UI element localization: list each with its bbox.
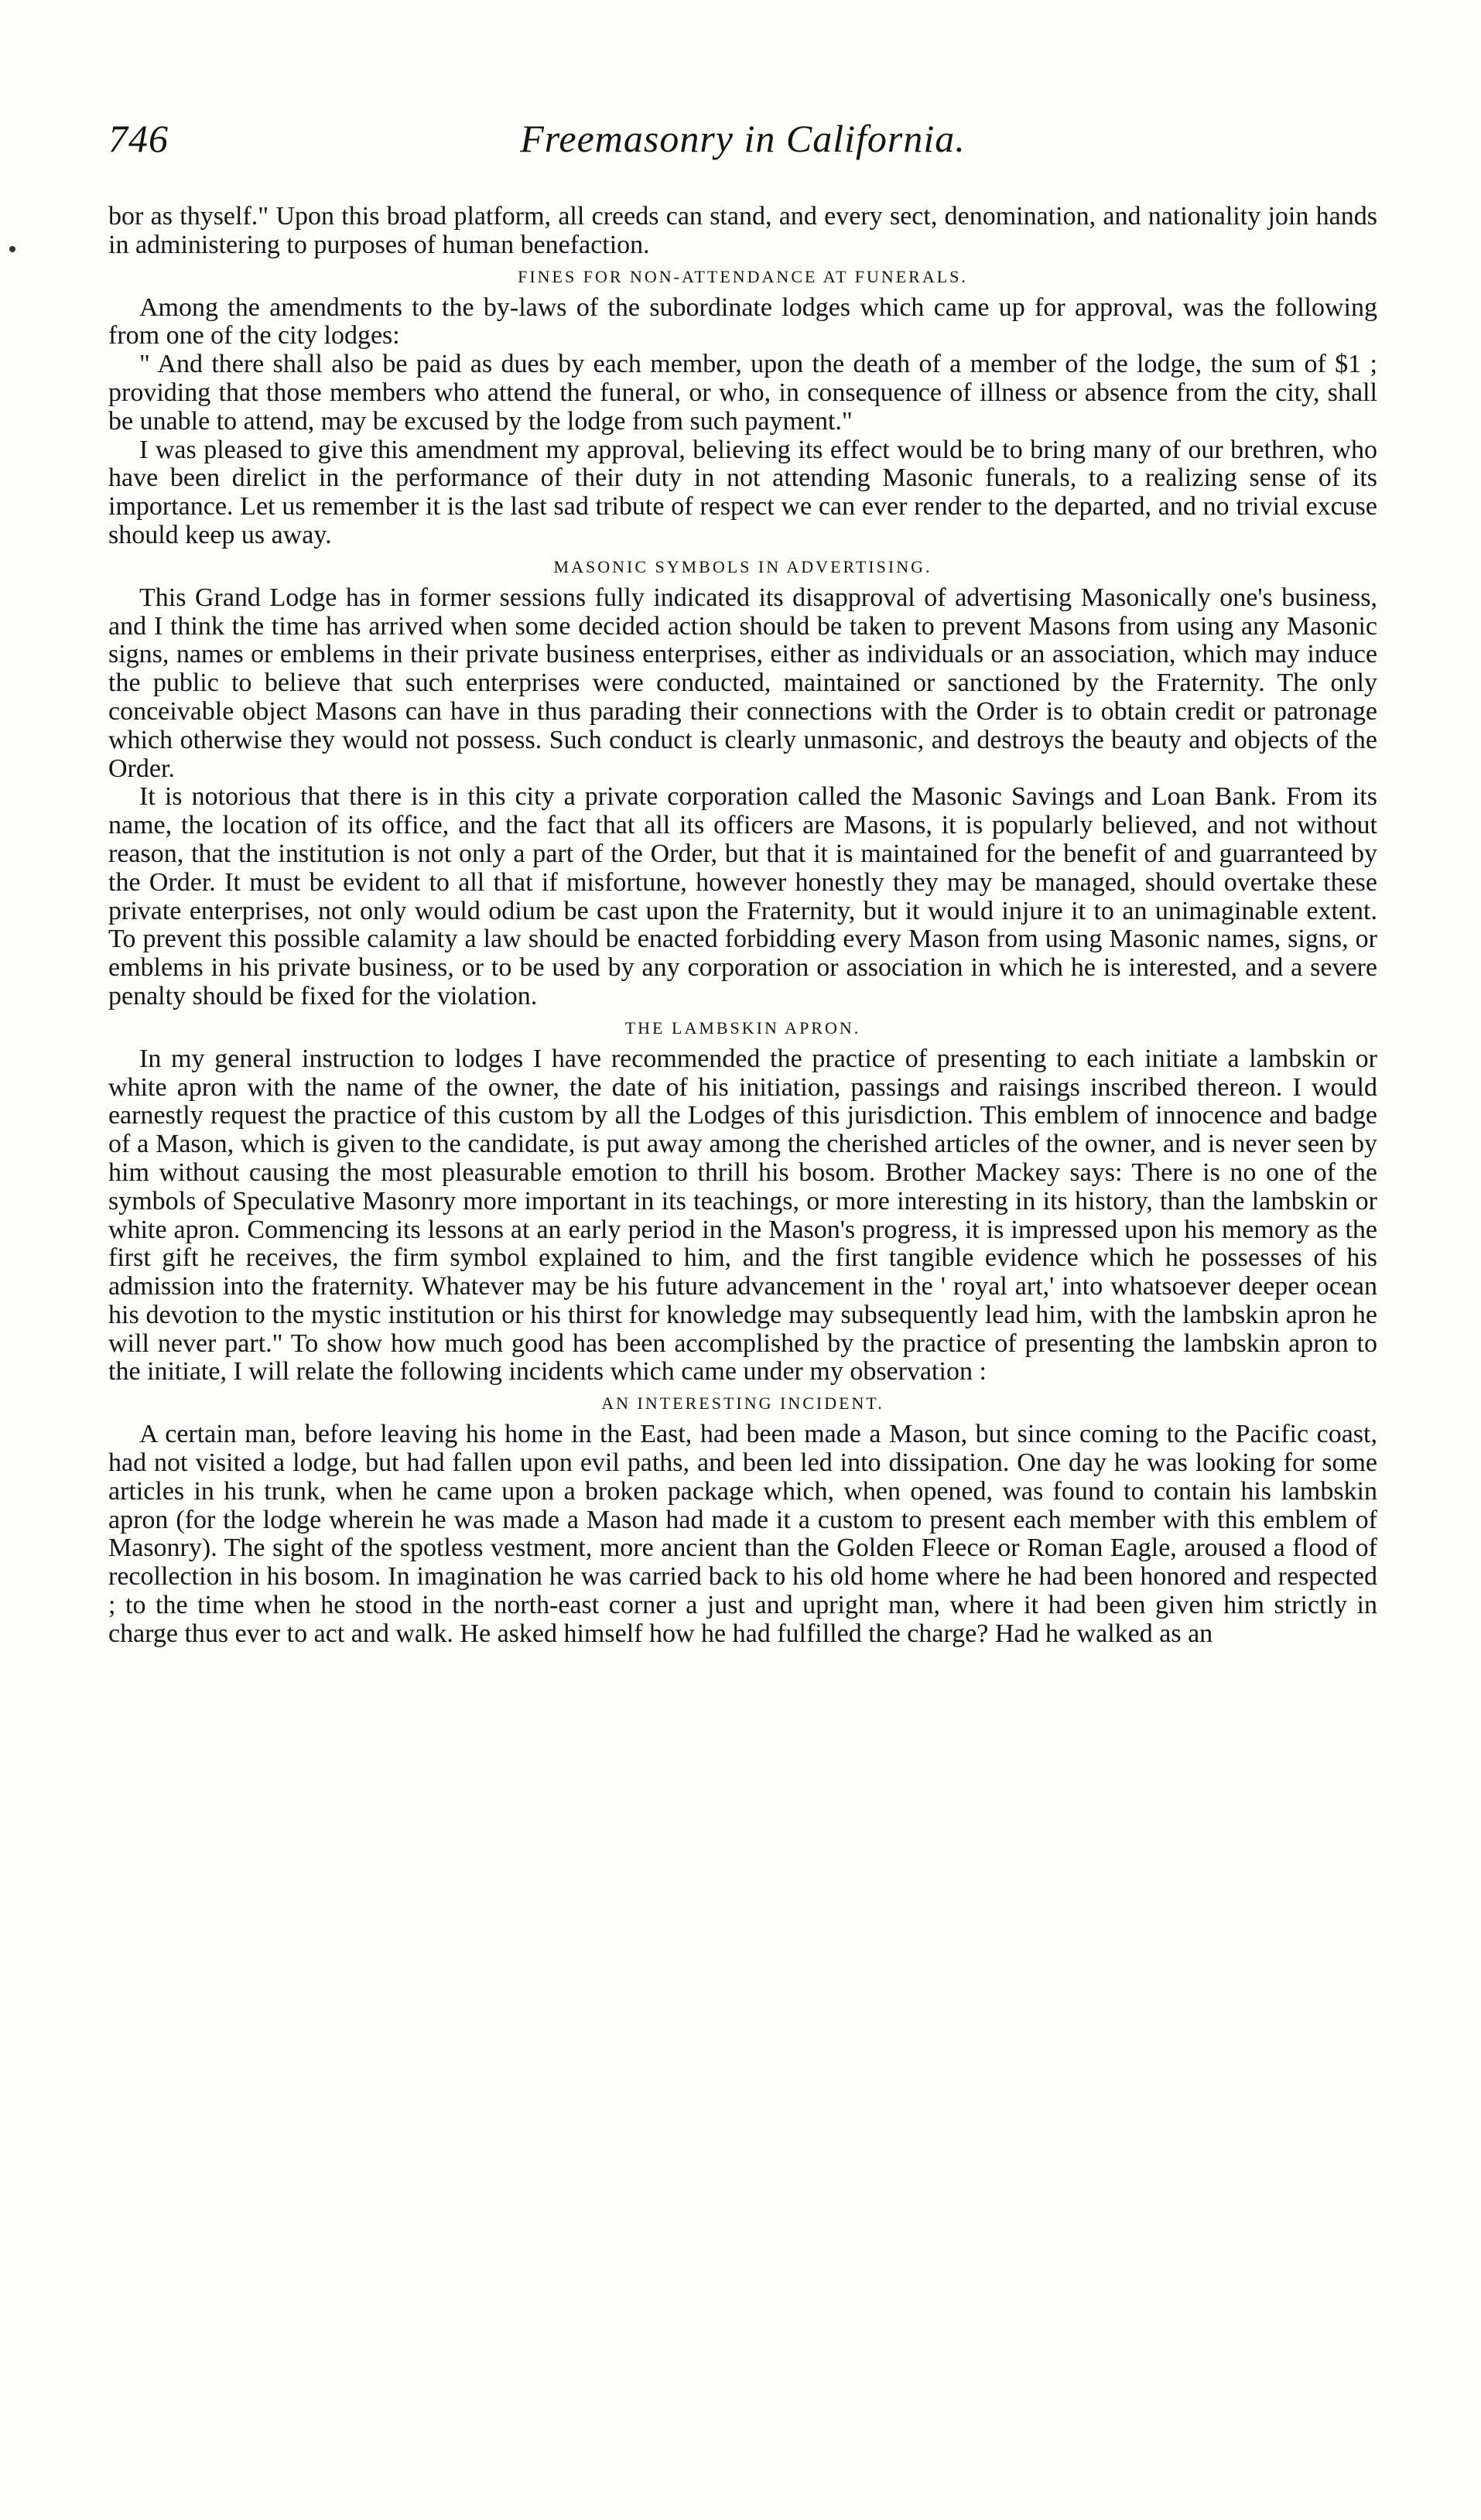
page-number: 746	[108, 117, 169, 160]
paragraph-continuation: bor as thyself." Upon this broad platform, all creeds can stand, and every sect, denomination, and nationality join hands in administering to purposes of human benefaction.	[108, 202, 1377, 259]
running-title: Freemasonry in California.	[520, 117, 966, 160]
paragraph-approval: I was pleased to give this amendment my approval, believing its effect would be to bring many of our brethren, who have been direlict in the performance of their duty in not attending Masonic funerals, to a realizing sense of its importance. Let us remember it is the last sad tribute of respect we can ever render to the departed, and no trivial excuse should keep us away.	[108, 435, 1377, 549]
paragraph-lambskin: In my general instruction to lodges I have recommended the practice of presenting to each initiate a lambskin or white apron with the name of the owner, the date of his initiation, passings and raisings inscribed thereon. I would earnestly request the practice of this custom by all the Lodges of this jurisdiction. This emblem of innocence and badge of a Mason, which is given to the candidate, is put away among the cherished articles of the owner, and is never seen by him without causing the most pleasurable emotion to thrill his bosom. Brother Mackey says: There is no one of the symbols of Speculative Masonry more important in its teachings, or more interesting in its history, than the lambskin or white apron. Commencing its lessons at an early period in the Mason's progress, it is impressed upon his memory as the first gift he receives, the firm symbol explained to him, and the first tangible evidence which he possesses of his admission into the fraternity. Whatever may be his future advancement in the ' royal art,' into whatsoever deeper ocean his devotion to the mystic institution or his thirst for knowledge may subsequently lead him, with the lambskin apron he will never part." To show how much good has been accomplished by the practice of presenting the lambskin apron to the initiate, I will relate the following incidents which came under my observation :	[108, 1044, 1377, 1387]
paragraph-savings-bank: It is notorious that there is in this city a private corporation called the Masonic Savings and Loan Bank. From its name, the location of its office, and the fact that all its officers are Masons, it is popularly believed, and not without reason, that the institution is not only a part of the Order, but that it is maintained for the benefit of and guarranteed by the Order. It must be evident to all that if misfortune, however honestly they may be managed, should overtake these private enterprises, not only would odium be cast upon the Fraternity, but it would injure it to an unimaginable extent. To prevent this possible calamity a law should be enacted forbidding every Mason from using Masonic names, signs, or emblems in his private business, or to be used by any corporation or association in which he is interested, and a severe penalty should be fixed for the violation.	[108, 782, 1377, 1010]
paragraph-amendments: Among the amendments to the by-laws of the subordinate lodges which came up for approval, was the following from one of the city lodges:	[108, 292, 1377, 350]
margin-dot-mark	[9, 246, 15, 252]
section-heading-fines: FINES FOR NON-ATTENDANCE AT FUNERALS.	[518, 266, 968, 286]
section-heading-lambskin: THE LAMBSKIN APRON.	[624, 1017, 861, 1038]
paragraph-incident: A certain man, before leaving his home in the East, had been made a Mason, but since coming to the Pacific coast, had not visited a lodge, but had fallen upon evil paths, and been led into dissipation. One day he was looking for some articles in his trunk, when he came upon a broken package which, when opened, was found to contain his lambskin apron (for the lodge wherein he was made a Mason had made it a custom to present each member with this emblem of Masonry). The sight of the spotless vestment, more ancient than the Golden Fleece or Roman Eagle, aroused a flood of recollection in his bosom. In imagination he was carried back to his old home where he had been honored and respected ; to the time when he stood in the north-east corner a just and upright man, where it had been given him strictly in charge thus ever to act and walk. He asked himself how he had fulfilled the charge? Had he walked as an	[108, 1420, 1377, 1648]
section-heading-incident: AN INTERESTING INCIDENT.	[601, 1393, 884, 1414]
page-body	[108, 203, 1377, 1649]
paragraph-advertising: This Grand Lodge has in former sessions fully indicated its disapproval of advertising Masonically one's business, and I think the time has arrived when some decided action should be taken to prevent Masons from using any Masonic signs, names or emblems in their private business enterprises, either as individuals or an association, which may induce the public to believe that such enterprises were conducted, maintained or sanctioned by the Fraternity. The only conceivable object Masons can have in thus parading their connections with the Order is to obtain credit or patronage which otherwise they would not possess. Such conduct is clearly unmasonic, and destroys the beauty and objects of the Order.	[108, 583, 1377, 783]
paragraph-amendment-quote: " And there shall also be paid as dues by each member, upon the death of a member of the lodge, the sum of $1 ; providing that those members who attend the funeral, or who, in consequence of illness or absence from the city, shall be unable to attend, may be excused by the lodge from such payment."	[108, 350, 1377, 436]
section-heading-symbols: MASONIC SYMBOLS IN ADVERTISING.	[553, 556, 932, 576]
running-head	[108, 116, 1377, 186]
